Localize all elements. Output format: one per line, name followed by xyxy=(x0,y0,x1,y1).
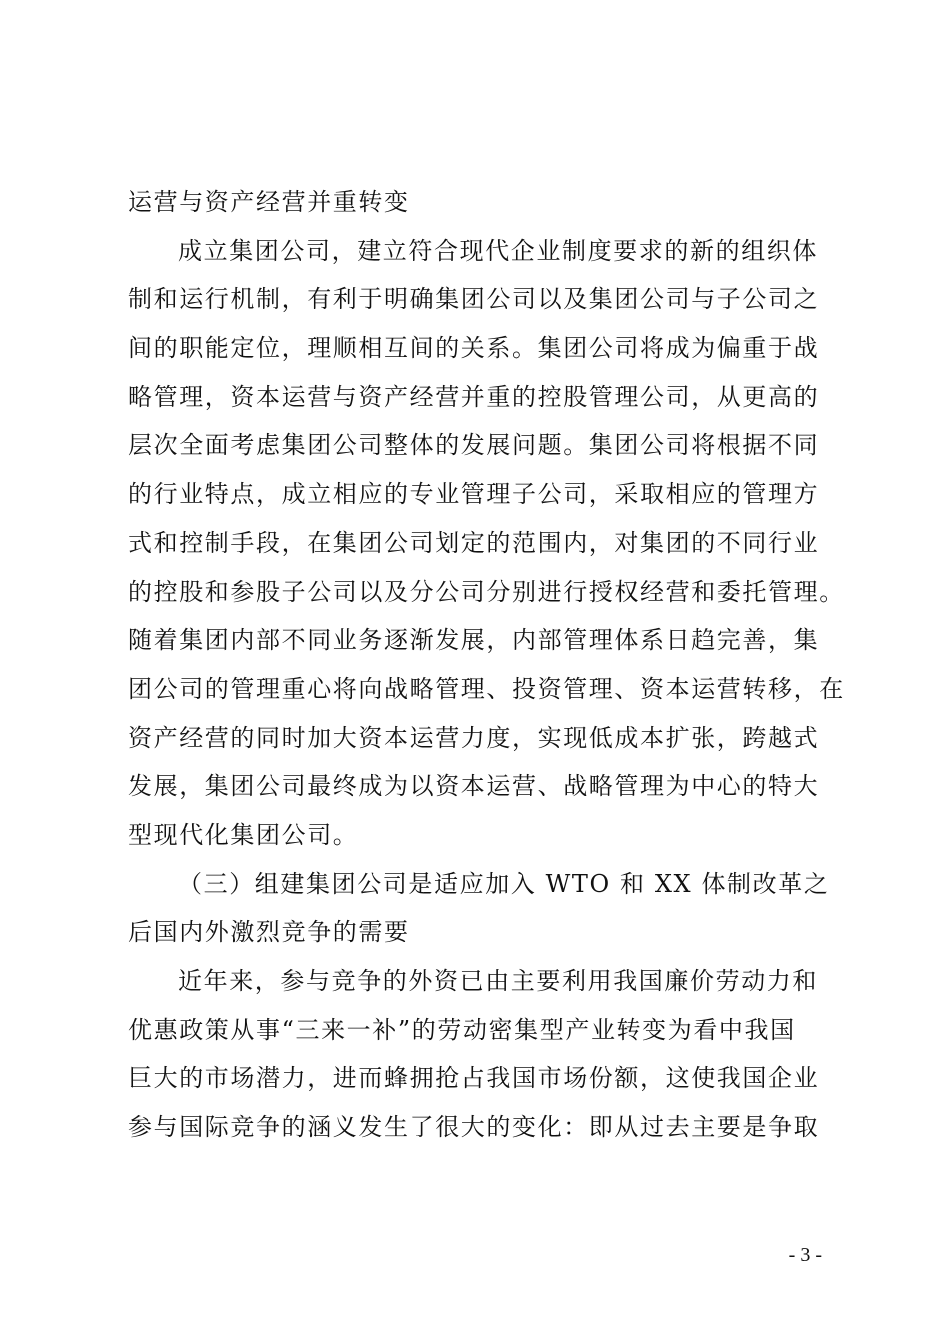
paragraph-first-line: 成立集团公司，建立符合现代企业制度要求的新的组织体 xyxy=(178,236,818,265)
text-line: 间的职能定位，理顺相互间的关系。集团公司将成为偏重于战 xyxy=(128,334,820,363)
paragraph-first-line: 近年来，参与竞争的外资已由主要利用我国廉价劳动力和 xyxy=(178,967,818,995)
text-line: 略管理，资本运营与资产经营并重的控股管理公司，从更高的 xyxy=(128,382,820,411)
text-line: 的控股和参股子公司以及分公司分别进行授权经营和委托管理。 xyxy=(128,577,845,606)
section-heading-line: 后国内外激烈竞争的需要 xyxy=(128,918,410,947)
page-number: - 3 - xyxy=(788,1244,822,1266)
text-line: 团公司的管理重心将向战略管理、投资管理、资本运营转移，在 xyxy=(128,674,845,703)
text-line: 发展，集团公司最终成为以资本运营、战略管理为中心的特大 xyxy=(128,772,820,801)
text-line: 资产经营的同时加大资本运营力度，实现低成本扩张，跨越式 xyxy=(128,723,820,752)
text-line: 随着集团内部不同业务逐渐发展，内部管理体系日趋完善，集 xyxy=(128,626,820,655)
text-line: 优惠政策从事“三来一补”的劳动密集型产业转变为看中我国 xyxy=(128,1015,796,1044)
text-line: 制和运行机制，有利于明确集团公司以及集团公司与子公司之 xyxy=(128,285,820,314)
text-line: 的行业特点，成立相应的专业管理子公司，采取相应的管理方 xyxy=(128,480,820,509)
text-line: 式和控制手段，在集团公司划定的范围内，对集团的不同行业 xyxy=(128,528,820,557)
text-line: 巨大的市场潜力，进而蜂拥抢占我国市场份额，这使我国企业 xyxy=(128,1064,820,1093)
text-line: 参与国际竞争的涵义发生了很大的变化：即从过去主要是争取 xyxy=(128,1113,820,1142)
text-line: 型现代化集团公司。 xyxy=(128,820,359,849)
section-heading-line: （三）组建集团公司是适应加入 WTO 和 XX 体制改革之 xyxy=(178,869,830,898)
text-line: 层次全面考虑集团公司整体的发展问题。集团公司将根据不同 xyxy=(128,431,820,460)
body-text xyxy=(128,178,845,1152)
text-line: 运营与资产经营并重转变 xyxy=(128,188,410,216)
